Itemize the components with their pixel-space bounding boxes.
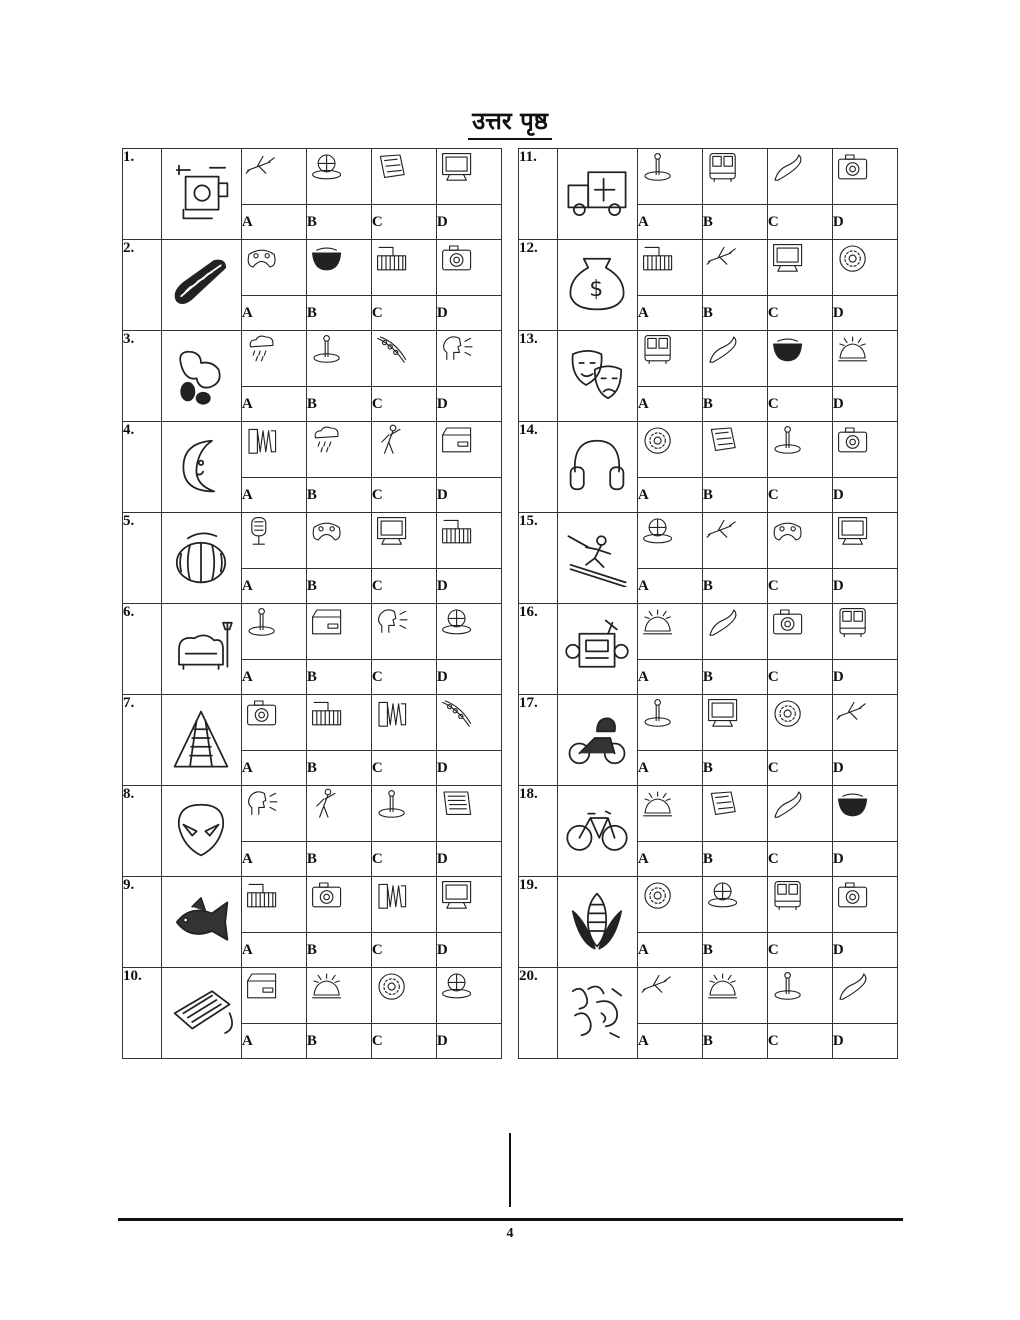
question-row	[123, 968, 502, 1024]
option-cd-icon[interactable]	[637, 422, 702, 478]
option-label: C	[371, 933, 436, 968]
option-label: C	[371, 478, 436, 513]
projector-icon	[161, 149, 241, 240]
pumpkin-icon	[161, 513, 241, 604]
option-label: A	[241, 387, 306, 422]
option-label: A	[637, 751, 702, 786]
question-number: 11.	[519, 149, 558, 240]
option-label: D	[832, 1024, 897, 1059]
question-row	[123, 604, 502, 660]
option-joystick-icon[interactable]	[637, 695, 702, 751]
question-number: 20.	[519, 968, 558, 1059]
question-row	[123, 422, 502, 478]
question-row	[519, 331, 898, 387]
option-label: B	[702, 1024, 767, 1059]
option-label: C	[371, 296, 436, 331]
option-label: C	[371, 387, 436, 422]
option-cd-icon[interactable]	[371, 968, 436, 1024]
question-number: 7.	[123, 695, 162, 786]
option-monitor-icon[interactable]	[436, 877, 501, 933]
option-label: A	[637, 387, 702, 422]
option-label: C	[767, 751, 832, 786]
page-title: उत्तर पृष्ठ	[0, 104, 1020, 137]
question-number: 2.	[123, 240, 162, 331]
keyboard-icon	[161, 968, 241, 1059]
option-label: B	[306, 1024, 371, 1059]
option-monitor-icon[interactable]	[371, 513, 436, 569]
option-camera-icon[interactable]	[832, 877, 897, 933]
question-number: 10.	[123, 968, 162, 1059]
option-bowl-icon[interactable]	[832, 786, 897, 842]
option-joystick-icon[interactable]	[306, 331, 371, 387]
option-joystick-icon[interactable]	[241, 604, 306, 660]
option-globe-icon[interactable]	[637, 513, 702, 569]
money-bag-icon	[557, 240, 637, 331]
ornament-icon	[557, 968, 637, 1059]
option-label: B	[306, 478, 371, 513]
option-label: D	[832, 205, 897, 240]
option-label: C	[767, 933, 832, 968]
option-label: D	[832, 933, 897, 968]
option-camera-icon[interactable]	[241, 695, 306, 751]
option-rain-cloud-icon[interactable]	[241, 331, 306, 387]
option-newspaper-icon[interactable]	[436, 786, 501, 842]
question-number: 5.	[123, 513, 162, 604]
option-piano-icon[interactable]	[436, 513, 501, 569]
option-joystick-icon[interactable]	[371, 786, 436, 842]
option-piano-icon[interactable]	[241, 877, 306, 933]
option-label: A	[637, 205, 702, 240]
ambulance-icon	[557, 149, 637, 240]
option-airplane-icon[interactable]	[702, 240, 767, 296]
option-chili-icon[interactable]	[832, 968, 897, 1024]
question-row	[519, 695, 898, 751]
option-cd-icon[interactable]	[832, 240, 897, 296]
option-pea-pod-icon[interactable]	[436, 695, 501, 751]
option-pea-pod-icon[interactable]	[371, 331, 436, 387]
option-piano-icon[interactable]	[637, 240, 702, 296]
option-label: A	[637, 1024, 702, 1059]
option-label: B	[306, 205, 371, 240]
option-label: B	[702, 933, 767, 968]
question-row	[123, 695, 502, 751]
option-label: D	[832, 660, 897, 695]
option-accordion-icon[interactable]	[241, 422, 306, 478]
option-monitor-icon[interactable]	[436, 149, 501, 205]
option-globe-icon[interactable]	[702, 877, 767, 933]
option-rain-cloud-icon[interactable]	[306, 422, 371, 478]
option-label: D	[436, 387, 501, 422]
option-globe-icon[interactable]	[306, 149, 371, 205]
question-row	[519, 968, 898, 1024]
option-label: B	[306, 296, 371, 331]
option-bell-icon[interactable]	[637, 604, 702, 660]
option-label: D	[436, 296, 501, 331]
option-label: C	[767, 205, 832, 240]
question-number: 6.	[123, 604, 162, 695]
option-label: B	[702, 478, 767, 513]
option-bus-icon[interactable]	[767, 877, 832, 933]
option-scanner-icon[interactable]	[241, 968, 306, 1024]
option-label: B	[702, 751, 767, 786]
option-label: C	[371, 205, 436, 240]
option-bell-icon[interactable]	[306, 968, 371, 1024]
skier-icon	[557, 513, 637, 604]
question-number: 1.	[123, 149, 162, 240]
option-label: A	[637, 478, 702, 513]
theater-masks-icon	[557, 331, 637, 422]
svg-text:$: $	[589, 276, 604, 302]
option-label: A	[637, 660, 702, 695]
option-label: B	[306, 660, 371, 695]
option-label: D	[832, 842, 897, 877]
question-row	[519, 149, 898, 205]
option-label: C	[767, 569, 832, 604]
option-monitor-icon[interactable]	[767, 240, 832, 296]
option-globe-icon[interactable]	[436, 968, 501, 1024]
option-monitor-icon[interactable]	[832, 513, 897, 569]
option-scanner-icon[interactable]	[436, 422, 501, 478]
option-chili-icon[interactable]	[702, 604, 767, 660]
option-label: D	[832, 296, 897, 331]
page-number: 4	[506, 1226, 514, 1241]
option-label: A	[241, 933, 306, 968]
option-label: C	[767, 1024, 832, 1059]
footer-rule	[118, 1218, 903, 1221]
option-piano-icon[interactable]	[306, 695, 371, 751]
option-scanner-icon[interactable]	[306, 604, 371, 660]
option-label: D	[832, 387, 897, 422]
option-globe-icon[interactable]	[436, 604, 501, 660]
option-label: A	[241, 296, 306, 331]
option-label: D	[436, 842, 501, 877]
option-label: D	[436, 933, 501, 968]
question-row	[519, 877, 898, 933]
option-label: A	[241, 205, 306, 240]
option-label: D	[436, 478, 501, 513]
boombox-icon	[557, 604, 637, 695]
divider-line	[509, 1133, 511, 1207]
option-monitor-icon[interactable]	[702, 695, 767, 751]
option-microphone-icon[interactable]	[241, 513, 306, 569]
question-number: 9.	[123, 877, 162, 968]
option-speaking-head-icon[interactable]	[371, 604, 436, 660]
option-joystick-icon[interactable]	[767, 422, 832, 478]
questions-table-left	[122, 148, 502, 1059]
option-label: A	[637, 842, 702, 877]
question-row	[123, 149, 502, 205]
question-number: 8.	[123, 786, 162, 877]
option-label: C	[371, 1024, 436, 1059]
option-airplane-icon[interactable]	[832, 695, 897, 751]
option-label: B	[702, 569, 767, 604]
option-label: D	[436, 205, 501, 240]
option-speaking-head-icon[interactable]	[241, 786, 306, 842]
option-map-icon[interactable]	[371, 149, 436, 205]
question-row	[519, 786, 898, 842]
option-gamepad-icon[interactable]	[306, 513, 371, 569]
option-label: C	[767, 660, 832, 695]
question-number: 4.	[123, 422, 162, 513]
option-piano-icon[interactable]	[371, 240, 436, 296]
headphones-icon	[557, 422, 637, 513]
option-bowl-icon[interactable]	[767, 331, 832, 387]
option-camera-icon[interactable]	[436, 240, 501, 296]
option-label: C	[371, 751, 436, 786]
option-chili-icon[interactable]	[702, 331, 767, 387]
option-bus-icon[interactable]	[637, 331, 702, 387]
option-cd-icon[interactable]	[637, 877, 702, 933]
option-joystick-icon[interactable]	[637, 149, 702, 205]
option-label: A	[241, 569, 306, 604]
peanut-icon	[161, 331, 241, 422]
option-map-icon[interactable]	[702, 786, 767, 842]
question-number: 17.	[519, 695, 558, 786]
option-airplane-icon[interactable]	[241, 149, 306, 205]
option-label: D	[832, 569, 897, 604]
question-number: 13.	[519, 331, 558, 422]
question-number: 16.	[519, 604, 558, 695]
railway-icon	[161, 695, 241, 786]
questions-table-right	[518, 148, 898, 1059]
option-label: B	[306, 387, 371, 422]
option-map-icon[interactable]	[702, 422, 767, 478]
option-label: B	[702, 660, 767, 695]
sofa-icon	[161, 604, 241, 695]
option-airplane-icon[interactable]	[702, 513, 767, 569]
option-label: D	[832, 478, 897, 513]
question-number: 14.	[519, 422, 558, 513]
option-golfer-icon[interactable]	[371, 422, 436, 478]
question-number: 18.	[519, 786, 558, 877]
option-chili-icon[interactable]	[767, 149, 832, 205]
alien-icon	[161, 786, 241, 877]
question-number: 19.	[519, 877, 558, 968]
question-row	[123, 240, 502, 296]
motorcycle-icon	[557, 695, 637, 786]
option-label: A	[241, 842, 306, 877]
option-speaking-head-icon[interactable]	[436, 331, 501, 387]
option-gamepad-icon[interactable]	[767, 513, 832, 569]
option-gamepad-icon[interactable]	[241, 240, 306, 296]
option-camera-icon[interactable]	[767, 604, 832, 660]
option-cd-icon[interactable]	[767, 695, 832, 751]
question-row	[519, 422, 898, 478]
option-label: C	[767, 478, 832, 513]
option-airplane-icon[interactable]	[637, 968, 702, 1024]
option-label: A	[637, 569, 702, 604]
question-number: 12.	[519, 240, 558, 331]
hotdog-icon	[161, 240, 241, 331]
question-row	[519, 604, 898, 660]
bicycle-icon	[557, 786, 637, 877]
option-bus-icon[interactable]	[702, 149, 767, 205]
option-bell-icon[interactable]	[832, 331, 897, 387]
option-label: A	[637, 296, 702, 331]
question-row	[123, 786, 502, 842]
option-label: B	[702, 842, 767, 877]
option-label: D	[832, 751, 897, 786]
option-label: C	[767, 842, 832, 877]
option-label: A	[241, 660, 306, 695]
option-label: C	[371, 660, 436, 695]
option-chili-icon[interactable]	[767, 786, 832, 842]
option-label: A	[241, 1024, 306, 1059]
option-label: D	[436, 660, 501, 695]
option-label: C	[767, 387, 832, 422]
option-label: D	[436, 751, 501, 786]
option-label: A	[637, 933, 702, 968]
option-joystick-icon[interactable]	[767, 968, 832, 1024]
option-camera-icon[interactable]	[306, 877, 371, 933]
question-row	[123, 513, 502, 569]
option-accordion-icon[interactable]	[371, 695, 436, 751]
option-bell-icon[interactable]	[702, 968, 767, 1024]
option-label: B	[306, 751, 371, 786]
moon-icon	[161, 422, 241, 513]
option-label: C	[371, 569, 436, 604]
option-label: C	[767, 296, 832, 331]
question-row	[123, 331, 502, 387]
option-label: B	[702, 387, 767, 422]
option-bell-icon[interactable]	[637, 786, 702, 842]
option-accordion-icon[interactable]	[371, 877, 436, 933]
option-camera-icon[interactable]	[832, 422, 897, 478]
option-golfer-icon[interactable]	[306, 786, 371, 842]
option-label: A	[241, 751, 306, 786]
question-row	[123, 877, 502, 933]
option-label: C	[371, 842, 436, 877]
option-label: B	[306, 842, 371, 877]
option-label: A	[241, 478, 306, 513]
option-label: B	[702, 296, 767, 331]
option-label: B	[306, 569, 371, 604]
option-label: B	[702, 205, 767, 240]
option-label: B	[306, 933, 371, 968]
option-bowl-icon[interactable]	[306, 240, 371, 296]
question-number: 15.	[519, 513, 558, 604]
option-label: D	[436, 1024, 501, 1059]
question-row	[519, 513, 898, 569]
option-label: D	[436, 569, 501, 604]
corn-icon	[557, 877, 637, 968]
option-camera-icon[interactable]	[832, 149, 897, 205]
question-row	[519, 240, 898, 296]
question-number: 3.	[123, 331, 162, 422]
option-bus-icon[interactable]	[832, 604, 897, 660]
fish-icon	[161, 877, 241, 968]
